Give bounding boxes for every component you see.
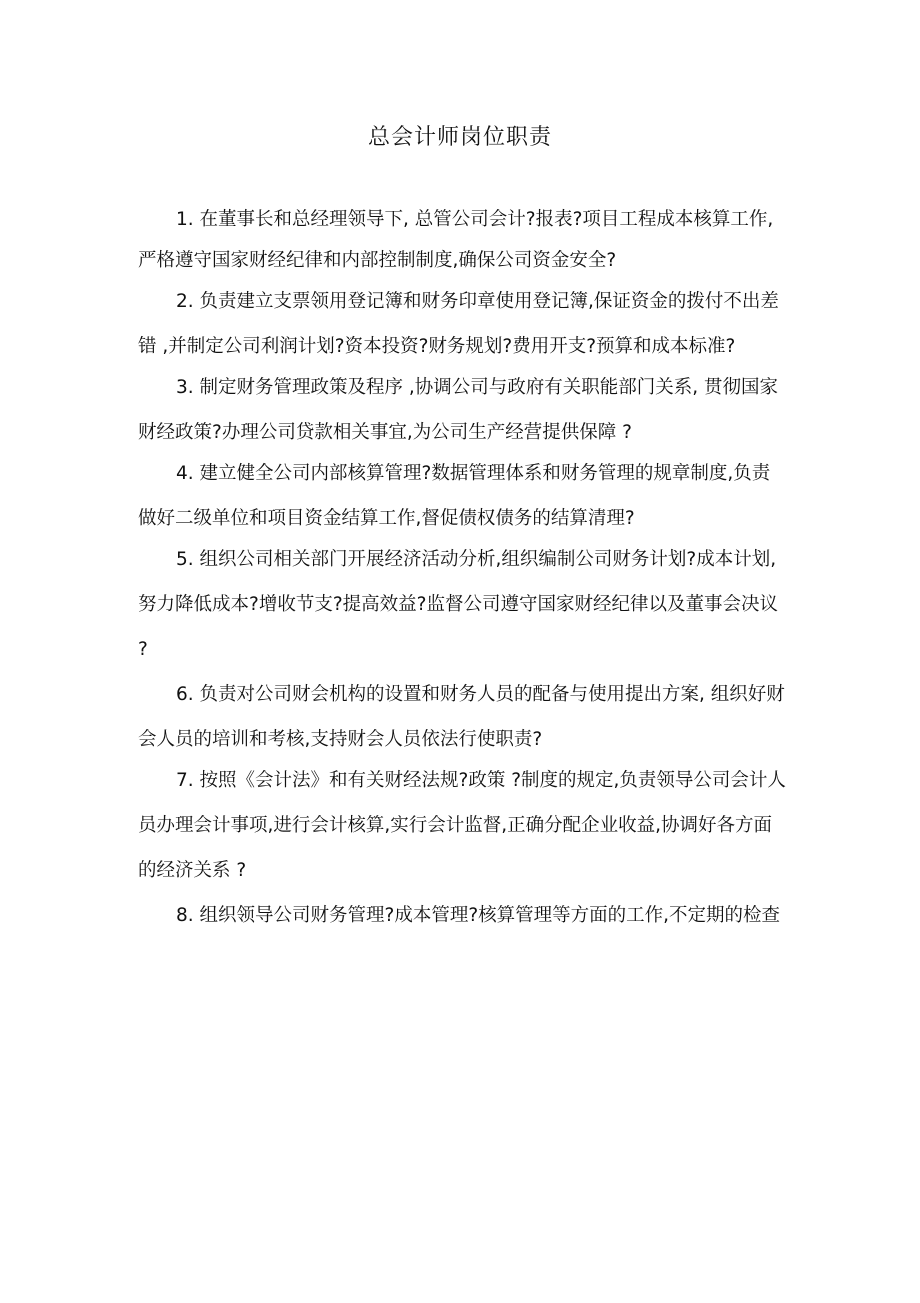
paragraph-line: 1. 在董事长和总经理领导下, 总管公司会计?报表?项目工程成本核算工作, xyxy=(176,209,774,230)
paragraph-line: 8. 组织领导公司财务管理?成本管理?核算管理等方面的工作,不定期的检查 xyxy=(176,905,781,926)
document-body xyxy=(138,205,788,930)
paragraph-line: 努力降低成本?增收节支?提高效益?监督公司遵守国家财经纪律以及董事会决议 xyxy=(138,594,778,615)
paragraph-line: ? xyxy=(138,639,148,660)
paragraph-line: 5. 组织公司相关部门开展经济活动分析,组织编制公司财务计划?成本计划, xyxy=(176,549,777,570)
paragraph-line: 7. 按照《会计法》和有关财经法规?政策 ?制度的规定,负责领导公司会计人 xyxy=(176,770,786,791)
paragraph-line: 会人员的培训和考核,支持财会人员依法行使职责? xyxy=(138,729,543,750)
paragraph-line: 做好二级单位和项目资金结算工作,督促债权债务的结算清理? xyxy=(138,508,635,529)
paragraph-line: 错 ,并制定公司利润计划?资本投资?财务规划?费用开支?预算和成本标准? xyxy=(138,336,736,357)
paragraph-line: 3. 制定财务管理政策及程序 ,协调公司与政府有关职能部门关系, 贯彻国家 xyxy=(176,377,779,398)
paragraph-line: 员办理会计事项,进行会计核算,实行会计监督,正确分配企业收益,协调好各方面 xyxy=(138,815,773,836)
paragraph-line: 2. 负责建立支票领用登记簿和财务印章使用登记簿,保证资金的拨付不出差 xyxy=(176,291,779,312)
paragraph-line: 的经济关系 ? xyxy=(138,860,247,881)
paragraph-line: 财经政策?办理公司贷款相关事宜,为公司生产经营提供保障 ? xyxy=(138,422,632,443)
paragraph-line: 4. 建立健全公司内部核算管理?数据管理体系和财务管理的规章制度,负责 xyxy=(176,463,771,484)
paragraph-line: 严格遵守国家财经纪律和内部控制制度,确保公司资金安全? xyxy=(138,250,617,271)
document-title: 总会计师岗位职责 xyxy=(367,125,552,150)
paragraph-line: 6. 负责对公司财会机构的设置和财务人员的配备与使用提出方案, 组织好财 xyxy=(176,684,785,705)
